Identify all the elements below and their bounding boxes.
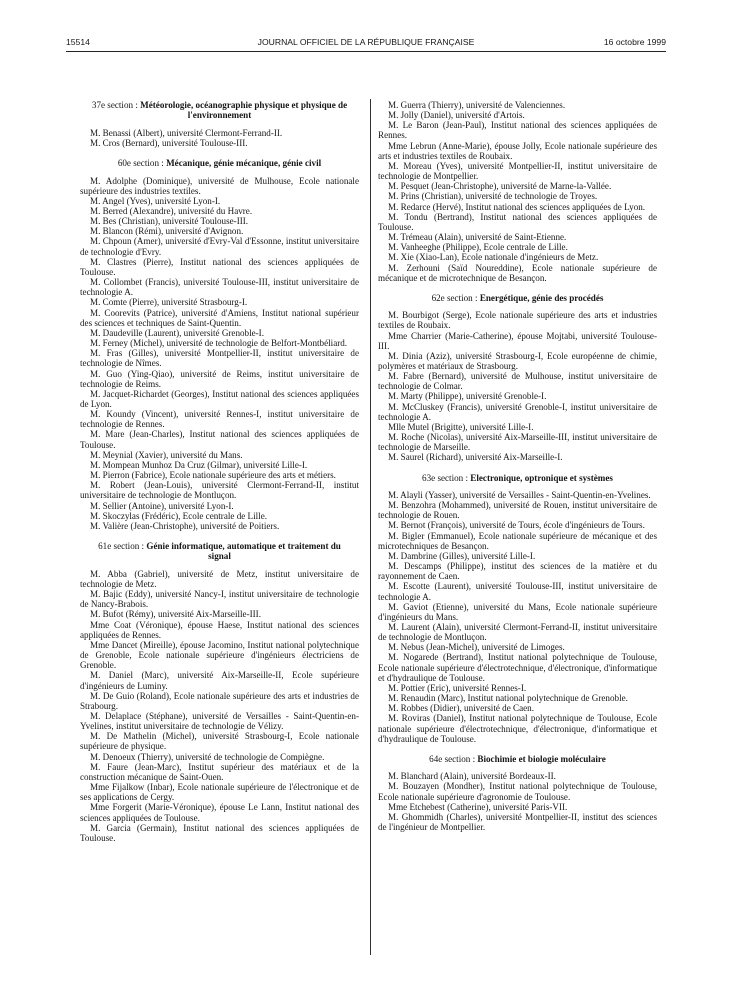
appointment-entry: M. Roviras (Daniel), Institut national polytechnique de Toulouse, Ecole nationale supérieure d'électrotechnique, d'électronique, d'informatique et d'hydraulique de Toulouse.: [378, 713, 657, 744]
section-title: Génie informatique, automatique et traitement du signal: [146, 541, 341, 562]
appointment-entry: M. Blancon (Rémi), université d'Avignon.: [90, 226, 244, 237]
appointment-entry: M. Koundy (Vincent), université Rennes-I, institut universitaire de technologie de Rennes.: [80, 409, 359, 430]
section-title: Météorologie, océanographie physique et physique de l'environnement: [140, 100, 348, 121]
appointment-entry: M. Delaplace (Stéphane), université de Versailles - Saint-Quentin-en-Yvelines, institut universitaire de technologie de Vélizy.: [80, 711, 359, 732]
appointment-entry: M. Pottier (Eric), université Rennes-I.: [388, 682, 527, 693]
appointment-entry: M. Escotte (Laurent), université Toulouse-III, institut universitaire de technologie A.: [378, 581, 657, 602]
appointment-entry: M. Vanheeghe (Philippe), Ecole centrale de Lille.: [388, 242, 568, 253]
appointment-entry: M. Comte (Pierre), université Strasbourg-I.: [90, 297, 248, 308]
section-heading: [384, 293, 651, 303]
appointment-entry: M. Angel (Yves), université Lyon-I.: [90, 195, 221, 206]
section-title: Energétique, génie des procédés: [479, 292, 604, 303]
appointment-entry: M. Roche (Nicolas), université Aix-Marseille-III, institut universitaire de technologie de Marseille.: [378, 432, 657, 453]
appointment-entry: Mme Charrier (Marie-Catherine), épouse Mojtabi, université Toulouse-III.: [378, 330, 657, 351]
appointment-entry: M. Moreau (Yves), université Montpellier-II, institut universitaire de technologie de Montpellier.: [378, 160, 657, 182]
section-title: Biochimie et biologie moléculaire: [477, 753, 606, 764]
appointment-entry: M. Redarce (Hervé), Institut national des sciences appliquées de Lyon.: [388, 201, 646, 212]
appointment-entry: Mme Coat (Véronique), épouse Haese, Institut national des sciences appliquées de Rennes.: [80, 619, 359, 640]
left-column: [80, 100, 359, 843]
appointment-entry: M. Robert (Jean-Louis), université Clermont-Ferrand-II, institut universitaire de technologie de Montluçon.: [80, 480, 359, 501]
appointment-entry: M. Bes (Christian), université Toulouse-III.: [90, 216, 249, 227]
section-number: 63e section :: [422, 472, 469, 483]
appointment-entry: M. Ferney (Michel), université de technologie de Belfort-Montbéliard.: [90, 338, 348, 349]
column-divider: [370, 99, 371, 955]
section-number: 62e section :: [431, 292, 478, 303]
appointment-entry: M. Nogarede (Bertrand), Institut national polytechnique de Toulouse, Ecole nationale supérieure d'électrotechnique, d'électronique, d'informatique et d'hydraulique de Toulouse.: [378, 652, 657, 683]
appointment-entry: M. Saurel (Richard), université Aix-Marseille-I.: [388, 452, 563, 463]
appointment-entry: M. Tondu (Bertrand), Institut national des sciences appliquées de Toulouse.: [378, 211, 657, 232]
appointment-entry: M. Denoeux (Thierry), université de technologie de Compiègne.: [90, 751, 325, 762]
section-number: 64e section :: [429, 753, 476, 764]
appointment-entry: M. Marty (Philippe), université Grenoble-I.: [388, 391, 547, 402]
appointment-entry: M. Valière (Jean-Christophe), université de Poitiers.: [90, 520, 280, 531]
section-heading: [86, 100, 353, 121]
appointment-entry: M. Faure (Jean-Marc), Institut supérieur des matériaux et de la construction mécanique de Saint-Ouen.: [80, 761, 359, 782]
appointment-entry: M. Ghommidh (Charles), université Montpellier-II, institut des sciences de l'ingénieur de Montpellier.: [378, 811, 657, 833]
section-title: Mécanique, génie mécanique, génie civil: [166, 158, 322, 169]
appointment-entry: M. Cros (Bernard), université Toulouse-III.: [90, 137, 248, 148]
appointment-entry: M. Bouzayen (Mondher), Institut national polytechnique de Toulouse, Ecole nationale supérieure d'agronomie de Toulouse.: [378, 781, 657, 802]
appointment-entry: Mme Forgerit (Marie-Véronique), épouse Le Lann, Institut national des sciences appliquées de Toulouse.: [80, 802, 359, 823]
appointment-entry: M. Skoczylas (Frédéric), Ecole centrale de Lille.: [90, 510, 267, 521]
appointment-entry: M. Clastres (Pierre), Institut national des sciences appliquées de Toulouse.: [80, 256, 359, 277]
appointment-entry: M. Gaviot (Etienne), université du Mans, Ecole nationale supérieure d'ingénieurs du Mans.: [378, 601, 657, 622]
appointment-entry: M. Benzohra (Mohammed), université de Rouen, institut universitaire de technologie de Rouen.: [378, 500, 657, 521]
issue-date: 16 octobre 1999: [603, 37, 666, 47]
appointment-entry: M. Bufot (Rémy), université Aix-Marseille-III.: [90, 609, 261, 620]
appointment-entry: Mme Dancet (Mireille), épouse Jacomino, Institut national polytechnique de Grenoble, Ecole nationale supérieure d'ingénieurs électriciens de Grenoble.: [80, 639, 359, 671]
section-title: Electronique, optronique et systèmes: [470, 472, 613, 483]
appointment-entry: M. Bernot (François), université de Tours, école d'ingénieurs de Tours.: [388, 520, 645, 531]
appointment-entry: M. Guo (Ying-Qiao), université de Reims, institut universitaire de technologie de Reims.: [80, 368, 359, 389]
section-heading: [86, 158, 353, 168]
appointment-entry: M. Meynial (Xavier), université du Mans.: [90, 449, 243, 460]
appointment-entry: M. De Mathelin (Michel), université Strasbourg-I, Ecole nationale supérieure de physique.: [80, 731, 359, 752]
appointment-entry: M. Abba (Gabriel), université de Metz, institut universitaire de technologie de Metz.: [80, 568, 359, 589]
appointment-entry: Mme Lebrun (Anne-Marie), épouse Jolly, Ecole nationale supérieure des arts et industries textiles de Roubaix.: [378, 140, 657, 161]
appointment-entry: M. Blanchard (Alain), université Bordeaux-II.: [388, 771, 556, 782]
appointment-entry: M. Renaudin (Marc), Institut national polytechnique de Grenoble.: [388, 693, 628, 704]
appointment-entry: M. Daniel (Marc), université Aix-Marseille-II, Ecole supérieure d'ingénieurs de Luminy.: [80, 670, 359, 691]
section-heading: [384, 473, 651, 483]
appointment-entry: Mme Etchebest (Catherine), université Paris-VII.: [388, 801, 568, 812]
appointment-entry: M. McCluskey (Francis), université Grenoble-I, institut universitaire de technologie A.: [378, 401, 657, 422]
appointment-entry: M. Nebus (Jean-Michel), université de Limoges.: [388, 642, 565, 653]
header-rule: [66, 51, 666, 52]
appointment-entry: M. Chpoun (Amer), université d'Evry-Val d'Essonne, institut universitaire de technologie d'Evry.: [80, 236, 359, 257]
appointment-entry: M. De Guio (Roland), Ecole nationale supérieure des arts et industries de Strabourg.: [80, 690, 359, 711]
appointment-entry: M. Jolly (Daniel), université d'Artois.: [388, 110, 525, 121]
appointment-entry: M. Coorevits (Patrice), université d'Amiens, Institut national supérieur des sciences et techniques de Saint-Quentin.: [80, 307, 359, 328]
section-heading: [384, 754, 651, 764]
appointment-entry: Mlle Mutel (Brigitte), université Lille-I.: [388, 421, 534, 432]
appointment-entry: M. Descamps (Philippe), institut des sciences de la matière et du rayonnement de Caen.: [378, 561, 657, 582]
appointment-entry: M. Pierron (Fabrice), Ecole nationale supérieure des arts et métiers.: [90, 470, 336, 481]
appointment-entry: M. Laurent (Alain), université Clermont-Ferrand-II, institut universitaire de technologie de Montluçon.: [378, 622, 657, 643]
appointment-entry: M. Le Baron (Jean-Paul), Institut national des sciences appliquées de Rennes.: [378, 120, 657, 141]
appointment-entry: M. Bajic (Eddy), université Nancy-I, institut universitaire de technologie de Nancy-Brabois.: [80, 589, 359, 610]
page-number: 15514: [66, 37, 90, 47]
appointment-entry: M. Collombet (Francis), université Toulouse-III, institut universitaire de technologie A.: [80, 277, 359, 298]
appointment-entry: M. Fabre (Bernard), université de Mulhouse, institut universitaire de technologie de Colmar.: [378, 371, 657, 392]
appointment-entry: M. Mare (Jean-Charles), Institut national des sciences appliquées de Toulouse.: [80, 429, 359, 450]
appointment-entry: M. Daudeville (Laurent), université Grenoble-I.: [90, 327, 264, 338]
appointment-entry: M. Prins (Christian), université de technologie de Troyes.: [388, 191, 598, 202]
appointment-entry: M. Berred (Alexandre), université du Havre.: [90, 206, 253, 216]
appointment-entry: M. Dambrine (Gilles), université Lille-I.: [388, 550, 536, 561]
appointment-entry: M. Adolphe (Dominique), université de Mulhouse, Ecole nationale supérieure des industries textiles.: [80, 175, 359, 196]
appointment-entry: M. Xie (Xiao-Lan), Ecole nationale d'ingénieurs de Metz.: [388, 252, 599, 263]
section-number: 37e section :: [91, 100, 138, 110]
appointment-entry: M. Robbes (Didier), université de Caen.: [388, 703, 534, 714]
appointment-entry: M. Garcia (Germain), Institut national des sciences appliquées de Toulouse.: [80, 822, 359, 843]
page-header: [66, 37, 666, 51]
appointment-entry: M. Zerhouni (Saïd Noureddine), Ecole nationale supérieure de mécanique et de microtechnique de Besançon.: [378, 262, 657, 283]
appointment-entry: M. Benassi (Albert), université Clermont-Ferrand-II.: [90, 127, 283, 138]
appointment-entry: M. Mompean Munhoz Da Cruz (Gilmar), université Lille-I.: [90, 459, 308, 470]
appointment-entry: M. Guerra (Thierry), université de Valenciennes.: [388, 100, 566, 110]
appointment-entry: M. Pesquet (Jean-Christophe), université de Marne-la-Vallée.: [388, 181, 612, 192]
appointment-entry: M. Alayli (Yasser), université de Versailles - Saint-Quentin-en-Yvelines.: [388, 489, 651, 500]
section-number: 61e section :: [98, 541, 145, 551]
appointment-entry: M. Bigler (Emmanuel), Ecole nationale supérieure de mécanique et des microtechniques de Besançon.: [378, 530, 657, 551]
appointment-entry: M. Fras (Gilles), université Montpellier-II, institut universitaire de technologie de Nîmes.: [80, 348, 359, 369]
appointment-entry: M. Jacquet-Richardet (Georges), Institut national des sciences appliquées de Lyon.: [80, 388, 359, 409]
appointment-entry: M. Sellier (Antoine), université Lyon-I.: [90, 500, 234, 511]
journal-title: JOURNAL OFFICIEL DE LA RÉPUBLIQUE FRANÇAISE: [257, 37, 475, 47]
appointment-entry: M. Dinia (Aziz), université Strasbourg-I, Ecole européenne de chimie, polymères et matériaux de Strasbourg.: [378, 350, 657, 371]
appointment-entry: M. Bourbigot (Serge), Ecole nationale supérieure des arts et industries textiles de Roubaix.: [378, 310, 657, 331]
right-column: [378, 100, 657, 832]
appointment-entry: Mme Fijalkow (Inbar), Ecole nationale supérieure de l'électronique et de ses applications de Cergy.: [80, 782, 359, 803]
section-number: 60e section :: [117, 158, 164, 169]
appointment-entry: M. Trémeau (Alain), université de Saint-Etienne.: [388, 232, 567, 243]
section-heading: [86, 541, 353, 562]
